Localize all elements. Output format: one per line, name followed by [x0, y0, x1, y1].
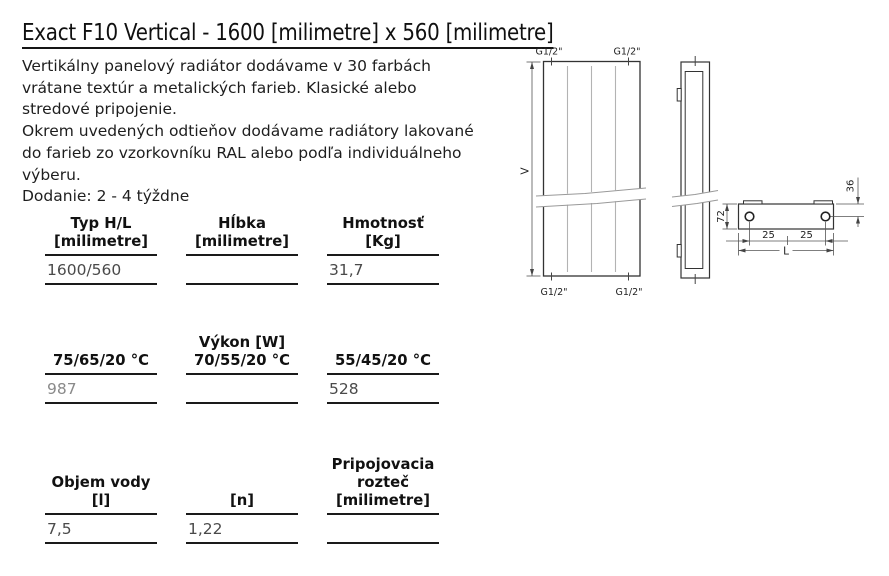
cell-n-value: 1,22 [186, 515, 298, 544]
column-objem-vody [45, 456, 157, 544]
cell-hmotnost-value: 31,7 [327, 256, 439, 285]
depth-dimension-label: 72 [716, 210, 727, 223]
connection-label-bottom-right: G1/2" [615, 287, 643, 298]
column-header [45, 334, 157, 375]
header-line: Hmotnosť [Kg] [342, 215, 424, 250]
column-hmotnost [327, 215, 439, 285]
header-line: [milimetre] [53, 233, 149, 250]
front-view-drawing [520, 47, 647, 299]
header-line: 55/45/20 °C [335, 352, 431, 369]
connection-label-top-right: G1/2" [613, 46, 641, 58]
connection-label-bottom-left: G1/2" [540, 287, 568, 298]
bracket-tab-left [744, 201, 763, 204]
wall-bracket-bottom [677, 245, 681, 258]
volume-table [45, 456, 439, 544]
offset-dimension-label: 36 [845, 179, 857, 193]
column-header [327, 334, 439, 375]
column-75-65-20 [45, 334, 157, 404]
column-header [45, 456, 157, 515]
page-title: Exact F10 Vertical - 1600 [milimetre] x 560 [milimetre] [22, 18, 553, 49]
column-header [186, 215, 298, 256]
depth-dimension [716, 204, 737, 229]
description-line: výberu. [22, 165, 81, 184]
length-dimension [739, 233, 834, 258]
pitch-right-label: 25 [800, 230, 813, 241]
column-n [186, 456, 298, 544]
cell-output-70-value [186, 375, 298, 404]
column-typ-hl [45, 215, 157, 285]
side-view-drawing [672, 56, 718, 284]
column-header [186, 456, 298, 515]
wall-bracket-top [677, 89, 681, 102]
column-pripojovacia-roztec [327, 456, 439, 544]
cell-roztec-value [327, 515, 439, 544]
header-line: [n] [229, 492, 255, 509]
output-table-group-header: Výkon [W] [198, 334, 286, 351]
description-line: Vertikálny panelový radiátor dodávame v 30 farbách [22, 57, 431, 75]
header-line: 75/65/20 °C [53, 352, 149, 369]
description-line: Dodanie: 2 - 4 týždne [22, 187, 190, 206]
height-dimension-label: V [519, 167, 532, 175]
bracket-tab-right [814, 201, 833, 204]
connection-port-right [821, 212, 830, 221]
cell-objem-value: 7,5 [45, 515, 157, 544]
output-table [45, 334, 439, 404]
header-line: [milimetre] [335, 492, 431, 509]
column-70-55-20 [186, 334, 298, 404]
cell-hlbka-value [186, 256, 298, 285]
column-header [45, 215, 157, 256]
connection-label-top-left: G1/2" [535, 46, 563, 58]
dimensions-table [45, 215, 439, 285]
header-line: [milimetre] [194, 233, 290, 250]
header-line: Hĺbka [218, 215, 266, 232]
column-header [327, 215, 439, 256]
cell-output-55-value: 528 [327, 375, 439, 404]
description-line: stredové pripojenie. [22, 100, 177, 119]
product-description [22, 56, 474, 208]
offset-dimension [831, 178, 865, 228]
header-line: Pripojovacia [331, 456, 435, 473]
header-line: Objem vody [l] [51, 474, 151, 509]
pitch-left-label: 25 [762, 230, 775, 241]
technical-drawings [500, 30, 889, 320]
connection-port-left [745, 212, 754, 221]
header-line: 70/55/20 °C [194, 352, 290, 369]
description-line: do farieb zo vzorkovníku RAL alebo podľa individuálneho [22, 143, 462, 162]
column-55-45-20 [327, 334, 439, 404]
header-line: Typ H/L [70, 215, 132, 232]
description-line: vrátane textúr a metalických farieb. Klasické alebo [22, 78, 417, 97]
cell-output-75-value: 987 [45, 375, 157, 404]
height-dimension [520, 62, 541, 276]
length-dimension-label: L [783, 245, 789, 258]
column-hlbka [186, 215, 298, 285]
header-line: rozteč [357, 474, 409, 491]
bottom-view-drawing [716, 178, 864, 258]
column-header [327, 456, 439, 515]
column-header [186, 334, 298, 375]
description-line: Okrem uvedených odtieňov dodávame radiátory lakované [22, 122, 474, 141]
cell-typ-hl-value: 1600/560 [45, 256, 157, 285]
